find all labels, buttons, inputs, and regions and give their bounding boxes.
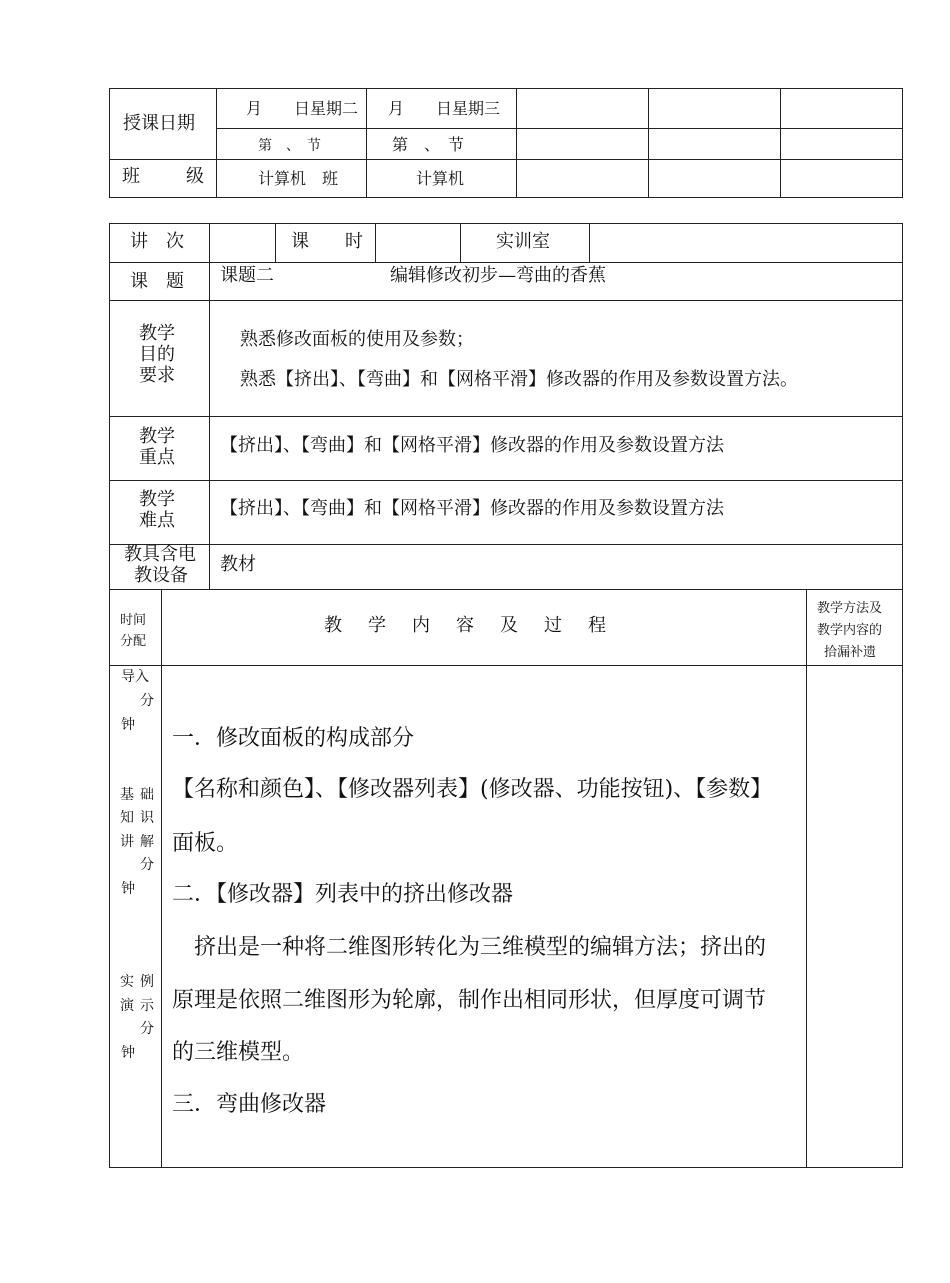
content-heading-3: 三．弯曲修改器 — [172, 1092, 327, 1117]
info-col-divider — [209, 223, 210, 262]
info-col-divider — [460, 223, 461, 262]
time-demo-2: 演示 — [120, 998, 160, 1014]
lecture-label: 讲 次 — [130, 231, 184, 252]
schedule-col-divider — [366, 88, 367, 198]
class-label-a: 班 — [122, 166, 140, 187]
room-label: 实训室 — [496, 231, 550, 252]
info-row-divider — [109, 416, 903, 417]
process-col-divider — [806, 589, 807, 1168]
info-col-divider — [275, 223, 276, 262]
difficulty-text: 【挤出】、【弯曲】和【网格平滑】修改器的作用及参数设置方法 — [220, 498, 724, 519]
time-intro-2: 分 — [140, 693, 154, 709]
content-heading-1: 一．修改面板的构成部分 — [172, 726, 415, 751]
process-header-divider — [109, 665, 903, 666]
period-col1: 第 、 节 — [258, 138, 321, 154]
info-label-divider — [209, 262, 210, 589]
info-col-divider — [589, 223, 590, 262]
key-label-2: 重点 — [139, 447, 175, 468]
topic-label: 课 题 — [130, 271, 184, 292]
topic-number: 课题二 — [220, 265, 274, 286]
schedule-col-divider — [780, 88, 781, 198]
time-header-1: 时间 — [120, 613, 147, 628]
info-row-divider — [109, 262, 903, 263]
schedule-table — [109, 88, 903, 198]
method-header-2: 教学内容的 — [817, 623, 883, 638]
content-header: 教学内容及过程 — [324, 615, 632, 636]
goal-line-2: 熟悉【挤出】、【弯曲】和【网格平滑】修改器的作用及参数设置方法。 — [240, 369, 798, 390]
time-basic-5: 钟 — [121, 881, 135, 897]
time-basic-4: 分 — [140, 857, 154, 873]
info-row-divider — [109, 300, 903, 301]
time-basic-3: 讲解 — [120, 834, 160, 850]
time-basic-2: 知识 — [120, 810, 160, 826]
method-header-1: 教学方法及 — [817, 601, 883, 616]
date-col1: 月 日星期二 — [246, 99, 359, 118]
goal-label-1: 教学 — [139, 323, 175, 344]
info-col-divider — [375, 223, 376, 262]
time-basic-1: 基础 — [120, 787, 160, 803]
content-heading-2: 二．【修改器】列表中的挤出修改器 — [172, 882, 514, 907]
time-demo-3: 分 — [140, 1021, 154, 1037]
date-label: 授课日期 — [123, 113, 195, 134]
key-text: 【挤出】、【弯曲】和【网格平滑】修改器的作用及参数设置方法 — [220, 435, 724, 456]
schedule-col-divider — [648, 88, 649, 198]
info-row-divider — [109, 544, 903, 545]
goal-label-3: 要求 — [139, 365, 175, 386]
equipment-label-2: 教设备 — [134, 565, 188, 586]
difficulty-label-1: 教学 — [139, 489, 175, 510]
date-col2: 月 日星期三 — [388, 99, 501, 118]
key-label-1: 教学 — [139, 426, 175, 447]
lesson-plan-table — [109, 223, 903, 1168]
info-row-divider — [109, 589, 903, 590]
schedule-col-divider — [516, 88, 517, 198]
difficulty-label-2: 难点 — [139, 510, 175, 531]
class-label-b: 级 — [186, 166, 204, 187]
time-demo-1: 实例 — [120, 974, 160, 990]
goal-line-1: 熟悉修改面板的使用及参数； — [240, 329, 474, 350]
goal-label-2: 目的 — [139, 344, 175, 365]
class-col2: 计算机 — [416, 169, 465, 188]
time-demo-4: 钟 — [121, 1045, 135, 1061]
content-line: 面板。 — [172, 831, 239, 856]
equipment-text: 教材 — [220, 554, 256, 575]
time-header-2: 分配 — [120, 634, 147, 649]
equipment-label-1: 教具含电 — [124, 544, 196, 565]
content-line: 【名称和颜色】、【修改器列表】(修改器、功能按钮)、【参数】 — [172, 777, 773, 802]
method-header-3: 拾漏补遗 — [824, 645, 877, 660]
info-row-divider — [109, 480, 903, 481]
period-col2: 第 、 节 — [392, 135, 465, 154]
hours-label: 课 时 — [291, 231, 363, 252]
content-line: 原理是依照二维图形为轮廓，制作出相同形状，但厚度可调节 — [172, 988, 767, 1013]
time-intro-1: 导入 — [121, 669, 149, 685]
schedule-row-divider — [216, 128, 903, 129]
time-intro-3: 钟 — [121, 717, 135, 733]
schedule-row-divider — [109, 159, 903, 160]
process-col-divider — [161, 589, 162, 1168]
class-col1: 计算机 班 — [258, 169, 339, 188]
content-line: 挤出是一种将二维图形转化为三维模型的编辑方法；挤出的 — [194, 935, 767, 960]
content-line: 的三维模型。 — [172, 1040, 305, 1065]
topic-title: 编辑修改初步—弯曲的香蕉 — [390, 265, 606, 286]
schedule-col-divider — [216, 88, 217, 198]
